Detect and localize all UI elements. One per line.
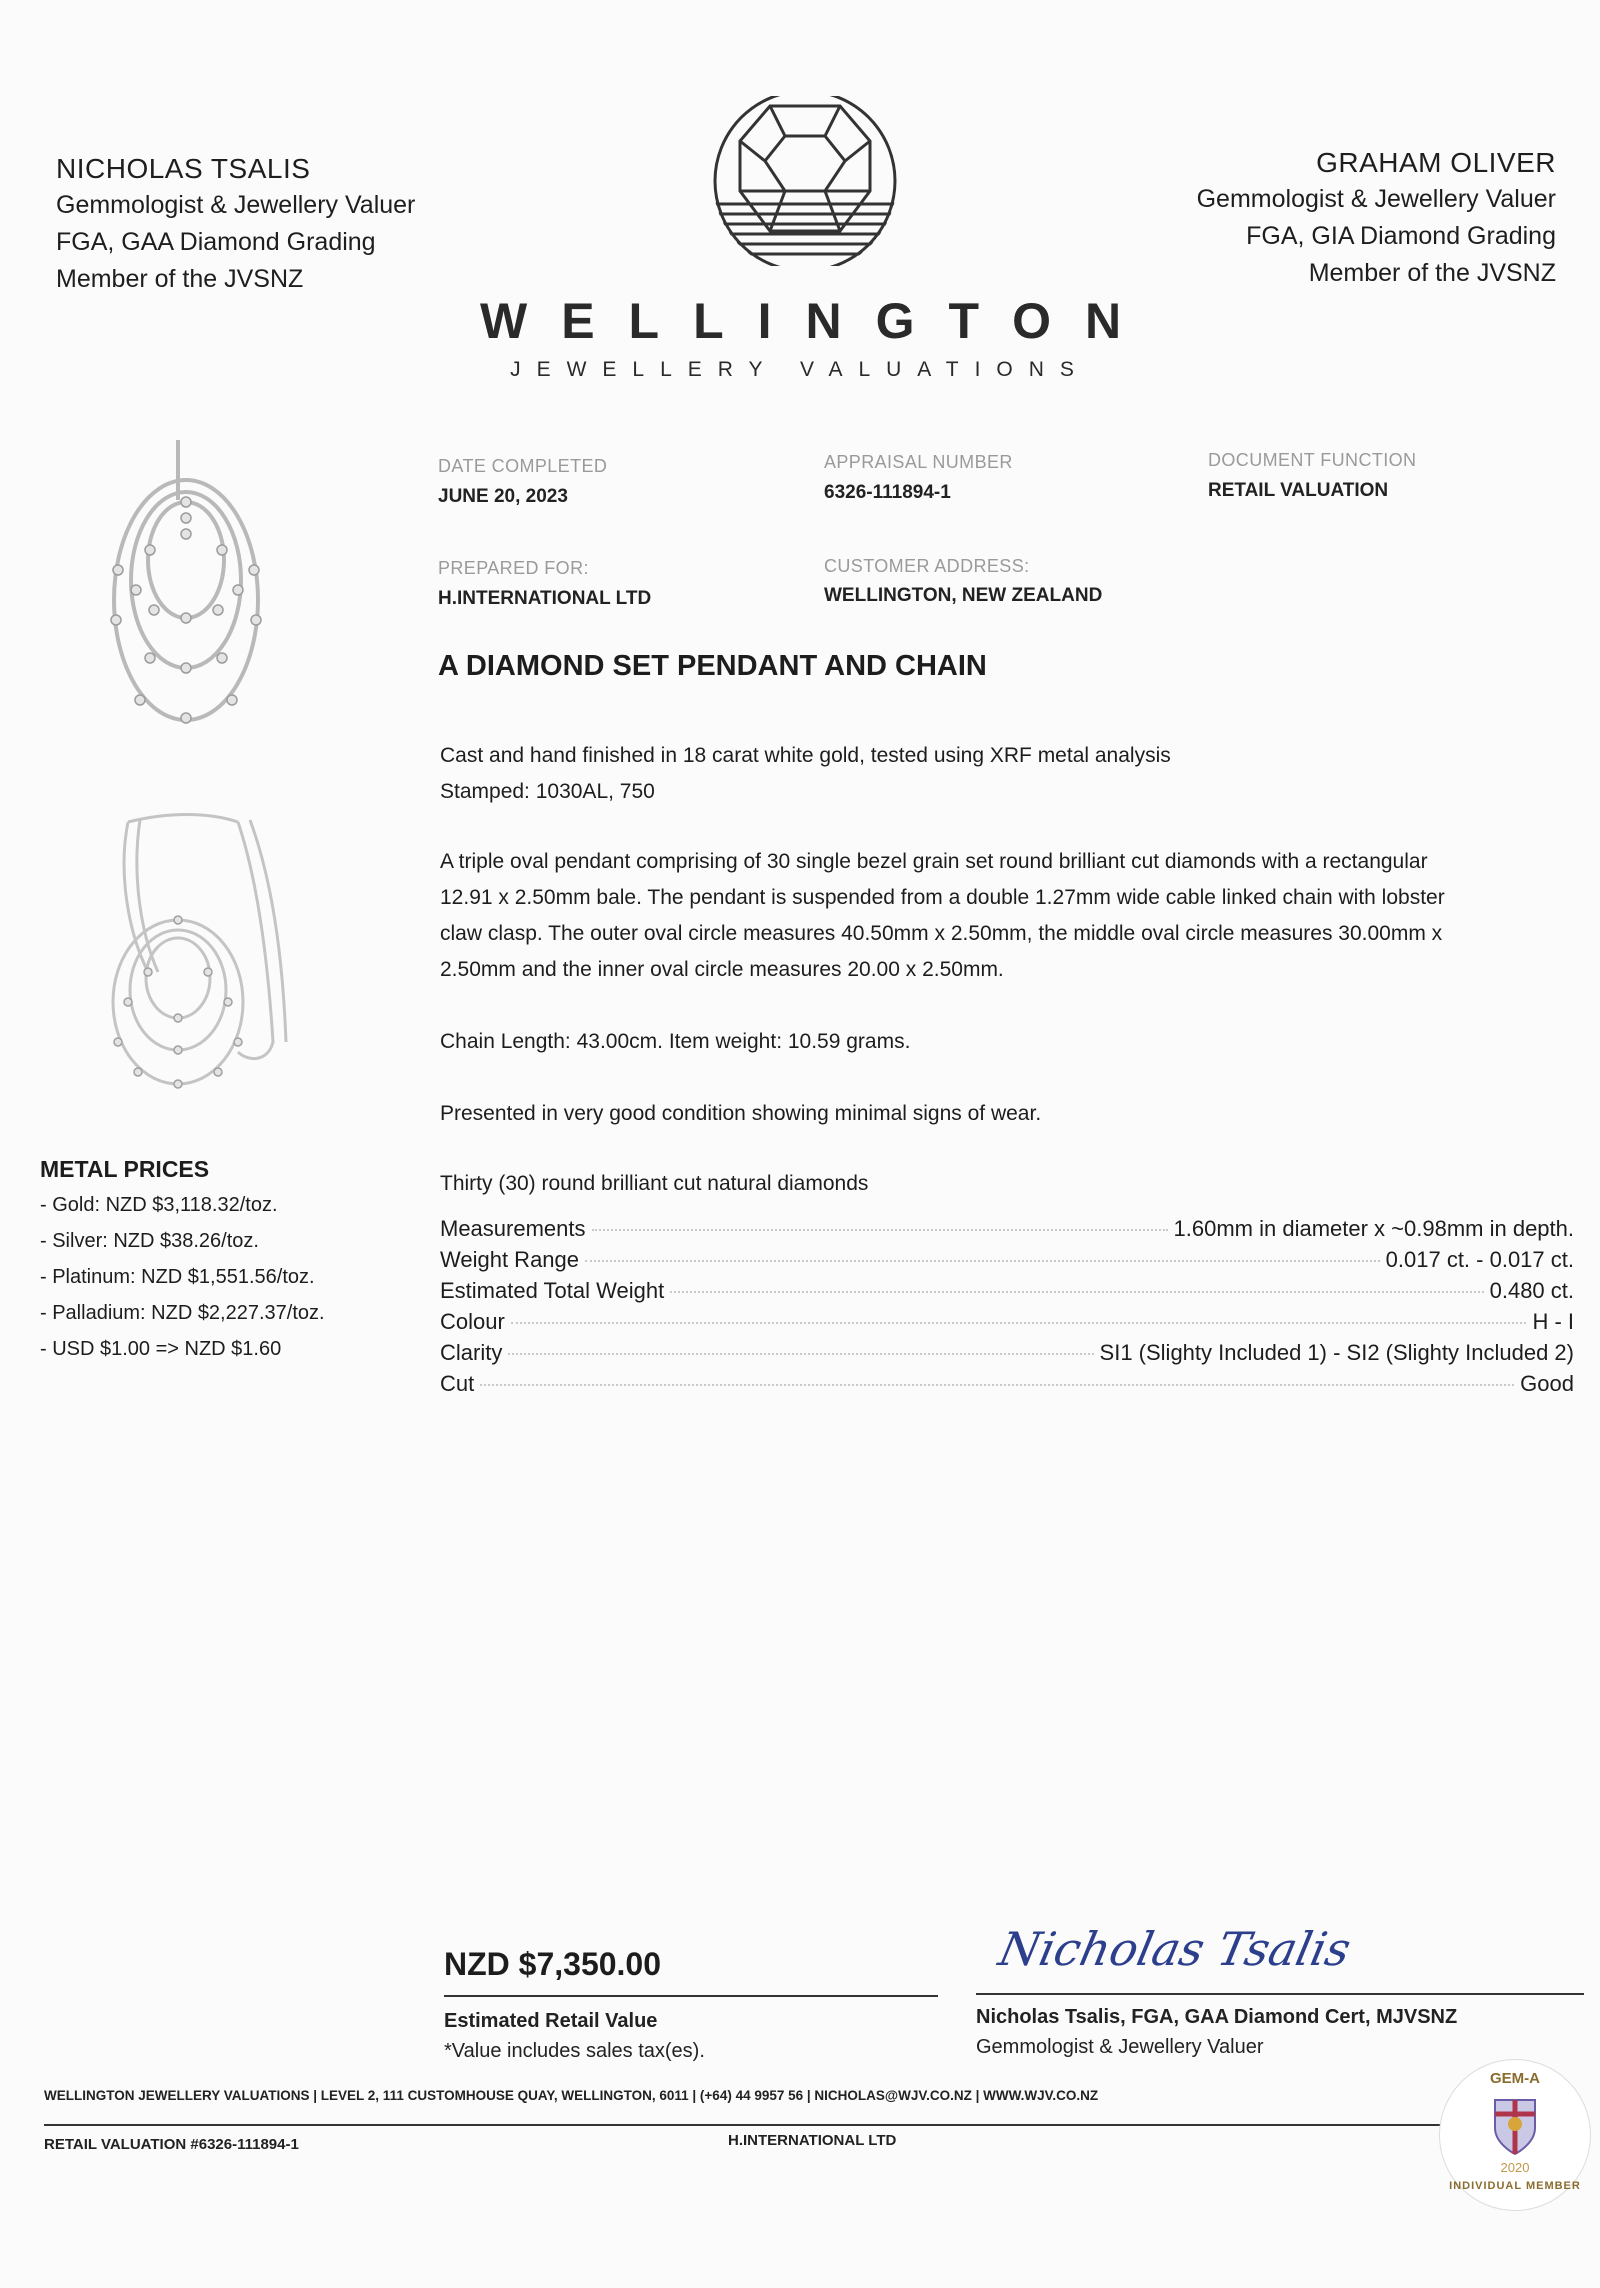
description-line-3: claw clasp. The outer oval circle measures 40.50mm x 2.50mm, the middle oval circle measures 30.00mm x (440, 922, 1443, 945)
item-description (440, 844, 1445, 988)
spec-row-clarity (440, 1340, 1574, 1371)
prepared-for-label: PREPARED FOR: (438, 558, 589, 578)
right-valuer-title: Gemmologist & Jewellery Valuer (1196, 185, 1556, 213)
metal-prices-heading: METAL PRICES (40, 1156, 210, 1182)
spec-label: Weight Range (440, 1247, 580, 1272)
spec-row-colour (440, 1309, 1574, 1340)
spec-label: Cut (440, 1371, 475, 1396)
footer-client: H.INTERNATIONAL LTD (728, 2132, 897, 2149)
metal-price-platinum: - Platinum: NZD $1,551.56/toz. (40, 1266, 315, 1288)
crest-icon (1485, 2094, 1545, 2158)
document-function-value: RETAIL VALUATION (1208, 480, 1389, 501)
chain-length: Chain Length: 43.00cm. Item weight: 10.59 grams. (440, 1030, 911, 1053)
left-valuer-title: Gemmologist & Jewellery Valuer (56, 191, 416, 219)
signatory-role: Gemmologist & Jewellery Valuer (976, 2036, 1264, 2058)
seal-top-text: GEM-A (1490, 2070, 1540, 2087)
price-label: Estimated Retail Value (444, 2010, 658, 2032)
description-line-4: 2.50mm and the inner oval circle measures 20.00 x 2.50mm. (440, 958, 1004, 981)
spec-row-measurements (440, 1216, 1574, 1247)
metal-price-silver: - Silver: NZD $38.26/toz. (40, 1230, 259, 1252)
spec-value: 0.017 ct. - 0.017 ct. (1385, 1247, 1574, 1272)
pendant-photo (90, 430, 300, 760)
date-completed-value: JUNE 20, 2023 (438, 486, 568, 507)
appraisal-number-value: 6326-111894-1 (824, 482, 951, 503)
valuation-price: NZD $7,350.00 (444, 1946, 662, 1982)
dot-leader (508, 1353, 1093, 1355)
document-function-label: DOCUMENT FUNCTION (1208, 450, 1417, 470)
prepared-for-value: H.INTERNATIONAL LTD (438, 588, 652, 609)
metal-price-palladium: - Palladium: NZD $2,227.37/toz. (40, 1302, 325, 1324)
left-valuer-membership: Member of the JVSNZ (56, 265, 304, 293)
signature-line (976, 1993, 1584, 1995)
item-title: A DIAMOND SET PENDANT AND CHAIN (438, 650, 987, 682)
dot-leader (592, 1229, 1168, 1231)
handwritten-signature: Nicholas Tsalis (994, 1922, 1356, 1976)
left-valuer-block (56, 150, 415, 298)
brand-name: WELLINGTON (480, 293, 1156, 349)
right-valuer-name: GRAHAM OLIVER (1316, 147, 1556, 178)
dot-leader (670, 1291, 1483, 1293)
brand-subtitle: JEWELLERY VALUATIONS (510, 358, 1090, 381)
metal-description (440, 738, 1171, 810)
dot-leader (585, 1260, 1380, 1262)
spec-label: Colour (440, 1309, 505, 1334)
customer-address-value: WELLINGTON, NEW ZEALAND (824, 585, 1103, 606)
metal-prices-block (40, 1156, 325, 1367)
wellington-logo-icon (700, 96, 910, 266)
diamond-specs-table (440, 1216, 1574, 1402)
exchange-rate: - USD $1.00 => NZD $1.60 (40, 1338, 282, 1360)
description-line-1: A triple oval pendant comprising of 30 single bezel grain set round brilliant cut diamonds with a rectangular (440, 850, 1428, 873)
pendant-chain-photo (88, 812, 318, 1092)
seal-year: 2020 (1500, 2160, 1530, 2175)
seal-bottom-text: INDIVIDUAL MEMBER (1449, 2180, 1581, 2192)
condition-note: Presented in very good condition showing minimal signs of wear. (440, 1102, 1042, 1125)
spec-label: Clarity (440, 1340, 503, 1365)
left-valuer-grading: FGA, GAA Diamond Grading (56, 228, 376, 256)
customer-address-label: CUSTOMER ADDRESS: (824, 556, 1030, 576)
gem-a-seal (1440, 2060, 1590, 2210)
right-valuer-membership: Member of the JVSNZ (1308, 259, 1556, 287)
price-underline (444, 1995, 938, 1997)
date-completed-label: DATE COMPLETED (438, 456, 608, 476)
footer-rule (44, 2124, 1454, 2126)
spec-value: H - I (1532, 1309, 1574, 1334)
spec-value: SI1 (Slighty Included 1) - SI2 (Slighty Included 2) (1099, 1340, 1574, 1365)
spec-label: Estimated Total Weight (440, 1278, 665, 1303)
dot-leader (511, 1322, 1527, 1324)
description-line-2: 12.91 x 2.50mm bale. The pendant is suspended from a double 1.27mm wide cable linked chain with lobster (440, 886, 1445, 909)
metal-line-1: Cast and hand finished in 18 carat white gold, tested using XRF metal analysis (440, 744, 1171, 767)
footer-contact: WELLINGTON JEWELLERY VALUATIONS | LEVEL 2, 111 CUSTOMHOUSE QUAY, WELLINGTON, 6011 | (+64) 44 9957 56 | NICHOLAS@WJV.CO.NZ | WWW.WJV.CO.NZ (44, 2088, 1099, 2103)
spec-value: 1.60mm in diameter x ~0.98mm in depth. (1173, 1216, 1574, 1241)
spec-value: Good (1520, 1371, 1574, 1396)
tax-note: *Value includes sales tax(es). (444, 2040, 705, 2062)
metal-line-2: Stamped: 1030AL, 750 (440, 780, 655, 803)
spec-row-cut (440, 1371, 1574, 1402)
right-valuer-grading: FGA, GIA Diamond Grading (1246, 222, 1556, 250)
brand-wordmark (480, 292, 1156, 382)
spec-label: Measurements (440, 1216, 586, 1241)
appraisal-number-label: APPRAISAL NUMBER (824, 452, 1013, 472)
spec-value: 0.480 ct. (1489, 1278, 1574, 1303)
footer-reference: RETAIL VALUATION #6326-111894-1 (44, 2136, 299, 2153)
spec-row-weight-range (440, 1247, 1574, 1278)
left-valuer-name: NICHOLAS TSALIS (56, 153, 311, 184)
diamonds-heading: Thirty (30) round brilliant cut natural diamonds (440, 1172, 869, 1195)
signatory-name: Nicholas Tsalis, FGA, GAA Diamond Cert, MJVSNZ (976, 2006, 1458, 2028)
spec-row-total-weight (440, 1278, 1574, 1309)
metal-price-gold: - Gold: NZD $3,118.32/toz. (40, 1194, 278, 1216)
dot-leader (480, 1384, 1514, 1386)
right-valuer-block (1136, 144, 1556, 292)
